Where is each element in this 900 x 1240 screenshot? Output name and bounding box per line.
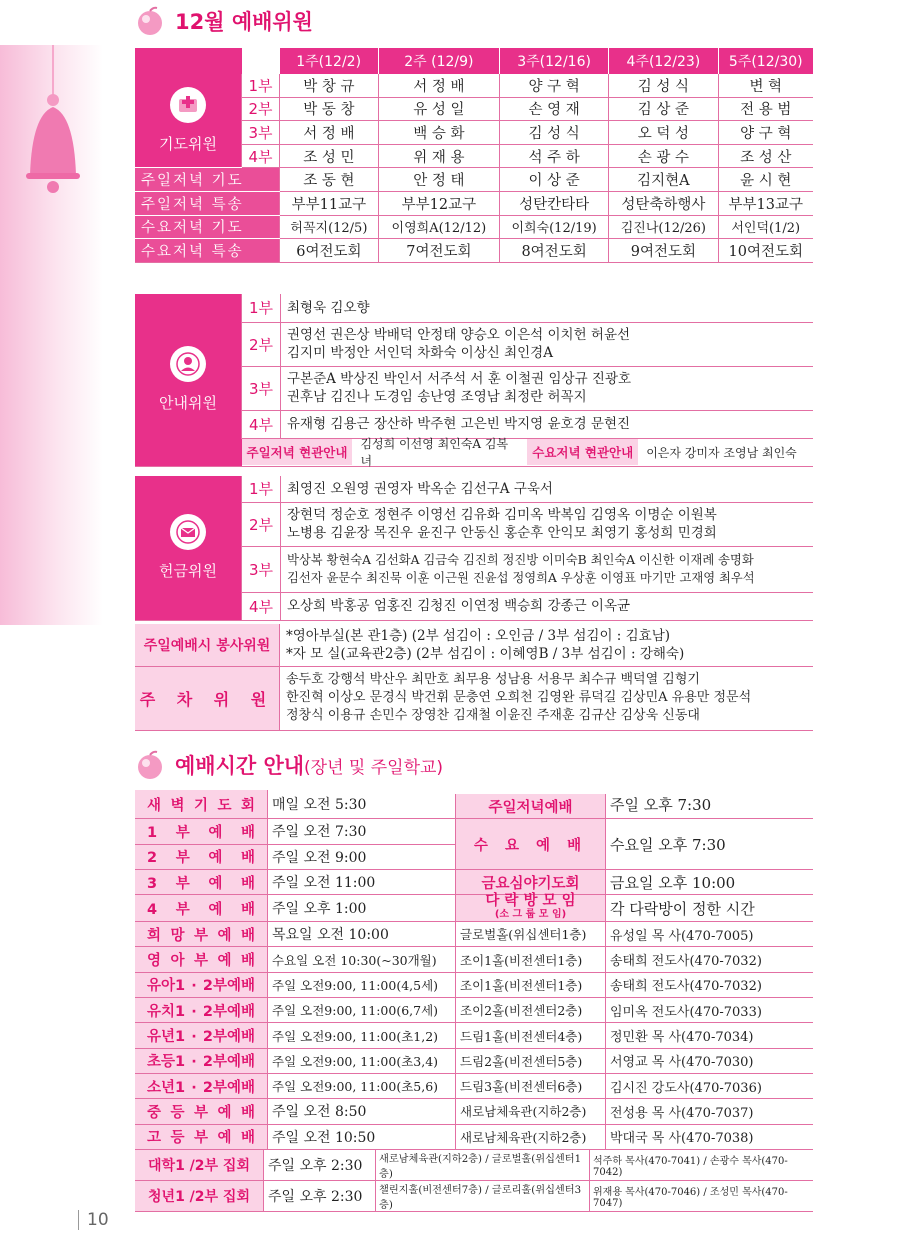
group-row bbox=[135, 1150, 813, 1181]
evening-cell: 부부11교구 bbox=[280, 191, 379, 215]
name-cell: 백 승 화 bbox=[378, 121, 499, 145]
time-row bbox=[135, 790, 813, 819]
name-cell: 손 광 수 bbox=[609, 144, 718, 168]
service-table bbox=[135, 624, 813, 731]
wed-entrance-label: 수요저녁 현관안내 bbox=[527, 439, 638, 465]
dept-label: 유아1 · 2부예배 bbox=[135, 972, 268, 997]
week-header: 3주(12/16) bbox=[499, 48, 608, 74]
name-cell: 오 덕 성 bbox=[609, 121, 718, 145]
evening-label: 주일저녁 기도 bbox=[135, 168, 280, 192]
time-row bbox=[135, 895, 813, 922]
name-cell: 박 창 규 bbox=[280, 74, 379, 97]
name-cell: 박 동 창 bbox=[280, 97, 379, 121]
guide-block bbox=[135, 294, 813, 467]
dept-time: 주일 오전 10:50 bbox=[268, 1124, 456, 1149]
service-label: 주일예배시 봉사위원 bbox=[135, 624, 280, 666]
evening-cell: 성탄축하행사 bbox=[609, 191, 718, 215]
dept-row bbox=[135, 1048, 813, 1073]
name-cell: 조 성 산 bbox=[718, 144, 813, 168]
dept-time: 주일 오전9:00, 11:00(초1,2) bbox=[268, 1023, 456, 1048]
dept-contact: 정민환 목 사(470-7034) bbox=[606, 1023, 814, 1048]
guide-names: 최형욱 김오향 bbox=[281, 294, 814, 322]
time-label: 다 락 방 모 임 (소 그 룹 모 임) bbox=[456, 895, 606, 922]
service-times-table bbox=[135, 786, 813, 1150]
name-cell: 김 성 식 bbox=[609, 74, 718, 97]
time-value: 주일 오전 11:00 bbox=[268, 869, 456, 894]
offering-names: 오상희 박홍공 엄홍진 김청진 이연정 백승희 강종근 이옥균 bbox=[281, 592, 814, 620]
dept-label: 소년1 · 2부예배 bbox=[135, 1073, 268, 1098]
section-title-times bbox=[135, 750, 443, 780]
group-contact: 위재용 목사(470-7046) / 조성민 목사(470-7047) bbox=[590, 1181, 814, 1212]
guide-names: 구본준A 박상진 박인서 서주석 서 훈 이철권 임상규 진광호 권후남 김진나 도경임 송난영 조영남 최정란 허꼭지 bbox=[281, 366, 814, 410]
dept-place: 조이1홀(비전센터1층) bbox=[456, 947, 606, 972]
section-title-worship-committee bbox=[135, 6, 313, 36]
time-label: 1 부 예 배 bbox=[135, 819, 268, 844]
dept-row bbox=[135, 1099, 813, 1124]
time-label: 수 요 예 배 bbox=[456, 819, 606, 870]
parking-lines: 송두호 강행석 박산우 최만호 최무용 성남용 서용무 최수규 백덕열 김형기 한진혁 이상오 문경식 박건휘 문충연 오희천 김영완 류덕길 김상민A 유용만 정문석 정창식 이용규 손민수 장영찬 김재철 이윤진 주재훈 김규산 김상욱 신동대 bbox=[280, 666, 814, 730]
offering-names: 장현덕 정순호 정현주 이영선 김유화 김미옥 박복임 김영옥 이명순 이원복 노병용 김윤장 목진우 윤진구 안동신 홍순후 안익모 최영기 홍성희 민경희 bbox=[281, 502, 814, 546]
service-lines: *영아부실(본 관1층) (2부 섬김이 : 오인금 / 3부 섬김이 : 김효남) *자 모 실(교육관2층) (2부 섬김이 : 이혜영B / 3부 섬김이 : 강해숙) bbox=[280, 624, 814, 666]
evening-row bbox=[135, 215, 813, 239]
dept-time: 주일 오전9:00, 11:00(6,7세) bbox=[268, 998, 456, 1023]
guide-label-cell bbox=[135, 294, 242, 466]
dept-label: 영 아 부 예 배 bbox=[135, 947, 268, 972]
bell-icon bbox=[18, 45, 88, 205]
dept-label: 유년1 · 2부예배 bbox=[135, 1023, 268, 1048]
offering-names: 최영진 오원영 권영자 박옥순 김선구A 구욱서 bbox=[281, 476, 814, 502]
dept-contact: 서영교 목 사(470-7030) bbox=[606, 1048, 814, 1073]
parking-label: 주 차 위 원 bbox=[135, 666, 280, 730]
time-label: 2 부 예 배 bbox=[135, 844, 268, 869]
time-value: 매일 오전 5:30 bbox=[268, 790, 456, 819]
part-label: 1부 bbox=[242, 74, 280, 97]
dept-time: 주일 오전9:00, 11:00(초3,4) bbox=[268, 1048, 456, 1073]
time-value: 주일 오전 7:30 bbox=[268, 819, 456, 844]
time-value: 금요일 오후 10:00 bbox=[606, 869, 814, 894]
evening-cell: 이희숙(12/19) bbox=[499, 215, 608, 239]
part-label: 3부 bbox=[242, 546, 281, 592]
sunday-entrance-names: 김성희 이선영 최인숙A 김복녀 bbox=[360, 437, 509, 468]
group-time: 주일 오후 2:30 bbox=[264, 1181, 376, 1212]
guide-table bbox=[135, 294, 813, 467]
dept-place: 조이2홀(비전센터2층) bbox=[456, 998, 606, 1023]
evening-cell: 7여전도회 bbox=[378, 239, 499, 263]
dept-row bbox=[135, 972, 813, 997]
evening-cell: 이 상 준 bbox=[499, 168, 608, 192]
dept-contact: 송태희 전도사(470-7032) bbox=[606, 947, 814, 972]
dept-row bbox=[135, 922, 813, 947]
dept-contact: 송태희 전도사(470-7032) bbox=[606, 972, 814, 997]
person-icon bbox=[170, 346, 206, 382]
prayer-row bbox=[135, 74, 813, 97]
dept-contact: 박대국 목 사(470-7038) bbox=[606, 1124, 814, 1149]
evening-cell: 서인덕(1/2) bbox=[718, 215, 813, 239]
time-label: 3 부 예 배 bbox=[135, 869, 268, 894]
dept-label: 중 등 부 예 배 bbox=[135, 1099, 268, 1124]
evening-cell: 성탄칸타타 bbox=[499, 191, 608, 215]
dept-row bbox=[135, 1124, 813, 1149]
part-label: 4부 bbox=[242, 410, 281, 438]
name-cell: 전 용 범 bbox=[718, 97, 813, 121]
dept-place: 드림1홀(비전센터4층) bbox=[456, 1023, 606, 1048]
name-cell: 석 주 하 bbox=[499, 144, 608, 168]
group-label: 대학1 /2부 집회 bbox=[135, 1150, 264, 1181]
dept-label: 희 망 부 예 배 bbox=[135, 922, 268, 947]
times-subtitle-text: (장년 및 주일학교) bbox=[304, 758, 444, 778]
dept-time: 주일 오전9:00, 11:00(4,5세) bbox=[268, 972, 456, 997]
evening-label: 수요저녁 기도 bbox=[135, 215, 280, 239]
time-value: 주일 오전 9:00 bbox=[268, 844, 456, 869]
dept-label: 초등1 · 2부예배 bbox=[135, 1048, 268, 1073]
section-title-text: 12월 예배위원 bbox=[175, 10, 313, 34]
offering-names: 박상복 황현숙A 김선화A 김금숙 김진희 정진방 이미숙B 최인숙A 이신한 이재례 송명화 김선자 윤문수 최진묵 이훈 이근원 진윤섭 정영희A 우상훈 이영표 마기만 고재영 최우석 bbox=[281, 546, 814, 592]
offering-table bbox=[135, 476, 813, 621]
part-label: 3부 bbox=[242, 121, 280, 145]
header-corner bbox=[135, 48, 242, 74]
time-label: 주일저녁예배 bbox=[456, 790, 606, 819]
dept-contact: 유성일 목 사(470-7005) bbox=[606, 922, 814, 947]
time-label: 새 벽 기 도 회 bbox=[135, 790, 268, 819]
part-label: 2부 bbox=[242, 97, 280, 121]
name-cell: 김 상 준 bbox=[609, 97, 718, 121]
group-row bbox=[135, 1181, 813, 1212]
evening-row bbox=[135, 168, 813, 192]
group-place: 새로남체육관(지하2층) / 글로벌홀(위십센터1층) bbox=[376, 1150, 590, 1181]
dept-place: 드림2홀(비전센터5층) bbox=[456, 1048, 606, 1073]
time-row bbox=[135, 869, 813, 894]
time-row bbox=[135, 819, 813, 844]
dept-row bbox=[135, 1023, 813, 1048]
week-header-row bbox=[135, 48, 813, 74]
group-label: 청년1 /2부 집회 bbox=[135, 1181, 264, 1212]
name-cell: 변 혁 bbox=[718, 74, 813, 97]
time-value: 수요일 오후 7:30 bbox=[606, 819, 814, 870]
week-header: 2주 (12/9) bbox=[378, 48, 499, 74]
evening-cell: 김지현A bbox=[609, 168, 718, 192]
prayer-label: 기도위원 bbox=[159, 135, 217, 154]
name-cell: 양 구 혁 bbox=[718, 121, 813, 145]
evening-cell: 안 정 태 bbox=[378, 168, 499, 192]
evening-cell: 9여전도회 bbox=[609, 239, 718, 263]
group-place: 챌린지홀(비전센터7층) / 글로리홀(위십센터3층) bbox=[376, 1181, 590, 1212]
evening-label: 수요저녁 특송 bbox=[135, 239, 280, 263]
weekly-schedule-table bbox=[135, 48, 813, 263]
group-time: 주일 오후 2:30 bbox=[264, 1150, 376, 1181]
service-block bbox=[135, 624, 813, 731]
apple-icon bbox=[135, 6, 165, 36]
week-header: 4주(12/23) bbox=[609, 48, 718, 74]
evening-row bbox=[135, 191, 813, 215]
dept-contact: 임미옥 전도사(470-7033) bbox=[606, 998, 814, 1023]
time-value: 주일 오후 7:30 bbox=[606, 790, 814, 819]
prayer-label-cell bbox=[135, 74, 242, 168]
evening-cell: 윤 시 현 bbox=[718, 168, 813, 192]
dept-row bbox=[135, 947, 813, 972]
dept-time: 목요일 오전 10:00 bbox=[268, 922, 456, 947]
dept-place: 새로남체육관(지하2층) bbox=[456, 1099, 606, 1124]
dept-label: 고 등 부 예 배 bbox=[135, 1124, 268, 1149]
offering-label: 헌금위원 bbox=[159, 562, 217, 581]
apple-icon bbox=[135, 750, 165, 780]
evening-cell: 부부13교구 bbox=[718, 191, 813, 215]
entrance-guide-row bbox=[242, 438, 814, 466]
name-cell: 조 성 민 bbox=[280, 144, 379, 168]
part-label: 4부 bbox=[242, 592, 281, 620]
name-cell: 양 구 혁 bbox=[499, 74, 608, 97]
dept-row bbox=[135, 998, 813, 1023]
envelope-icon bbox=[170, 514, 206, 550]
evening-cell: 6여전도회 bbox=[280, 239, 379, 263]
time-label: 4 부 예 배 bbox=[135, 895, 268, 922]
guide-names: 유재형 김용근 장산하 박주현 고은빈 박지영 윤호경 문현진 bbox=[281, 410, 814, 438]
dept-label: 유치1 · 2부예배 bbox=[135, 998, 268, 1023]
name-cell: 유 성 일 bbox=[378, 97, 499, 121]
dept-place: 글로벌홀(위십센터1층) bbox=[456, 922, 606, 947]
evening-cell: 허꼭지(12/5) bbox=[280, 215, 379, 239]
dept-place: 드림3홀(비전센터6층) bbox=[456, 1073, 606, 1098]
name-cell: 위 재 용 bbox=[378, 144, 499, 168]
part-label: 3부 bbox=[242, 366, 281, 410]
group-gathering-table bbox=[135, 1150, 813, 1212]
guide-names: 권영선 권은상 박배덕 안정태 양승오 이은석 이치헌 허윤선 김지미 박정안 서인덕 차화숙 이상신 최인경A bbox=[281, 322, 814, 366]
dept-row bbox=[135, 1073, 813, 1098]
name-cell: 서 정 배 bbox=[280, 121, 379, 145]
part-label: 1부 bbox=[242, 476, 281, 502]
wed-entrance-names: 이은자 강미자 조영남 최인숙 bbox=[646, 445, 797, 460]
times-title-text: 예배시간 안내 bbox=[175, 754, 305, 778]
week-header: 1주(12/2) bbox=[280, 48, 379, 74]
offering-label-cell bbox=[135, 476, 242, 620]
dept-contact: 김시진 강도사(470-7036) bbox=[606, 1073, 814, 1098]
name-cell: 김 성 식 bbox=[499, 121, 608, 145]
evening-cell: 조 동 현 bbox=[280, 168, 379, 192]
time-value: 주일 오후 1:00 bbox=[268, 895, 456, 922]
part-label: 2부 bbox=[242, 502, 281, 546]
name-cell: 서 정 배 bbox=[378, 74, 499, 97]
guide-label: 안내위원 bbox=[159, 394, 217, 413]
evening-row bbox=[135, 239, 813, 263]
part-label: 1부 bbox=[242, 294, 281, 322]
evening-label: 주일저녁 특송 bbox=[135, 191, 280, 215]
dept-place: 조이1홀(비전센터1층) bbox=[456, 972, 606, 997]
offering-block bbox=[135, 476, 813, 621]
evening-cell: 8여전도회 bbox=[499, 239, 608, 263]
evening-cell: 김진나(12/26) bbox=[609, 215, 718, 239]
evening-cell: 부부12교구 bbox=[378, 191, 499, 215]
sunday-entrance-label: 주일저녁 현관안내 bbox=[242, 439, 353, 465]
dept-contact: 전성용 목 사(470-7037) bbox=[606, 1099, 814, 1124]
dept-time: 주일 오전9:00, 11:00(초5,6) bbox=[268, 1073, 456, 1098]
name-cell: 손 영 재 bbox=[499, 97, 608, 121]
dept-place: 새로남체육관(지하2층) bbox=[456, 1124, 606, 1149]
dept-time: 주일 오전 8:50 bbox=[268, 1099, 456, 1124]
time-value: 각 다락방이 정한 시간 bbox=[606, 895, 814, 922]
part-label: 2부 bbox=[242, 322, 281, 366]
part-label: 4부 bbox=[242, 144, 280, 168]
week-header: 5주(12/30) bbox=[718, 48, 813, 74]
prayer-icon bbox=[170, 87, 206, 123]
time-label: 금요심야기도회 bbox=[456, 869, 606, 894]
group-contact: 석주하 목사(470-7041) / 손광수 목사(470-7042) bbox=[590, 1150, 814, 1181]
evening-cell: 10여전도회 bbox=[718, 239, 813, 263]
page-number: 10 bbox=[78, 1210, 109, 1230]
evening-cell: 이영희A(12/12) bbox=[378, 215, 499, 239]
dept-time: 수요일 오전 10:30(~30개월) bbox=[268, 947, 456, 972]
